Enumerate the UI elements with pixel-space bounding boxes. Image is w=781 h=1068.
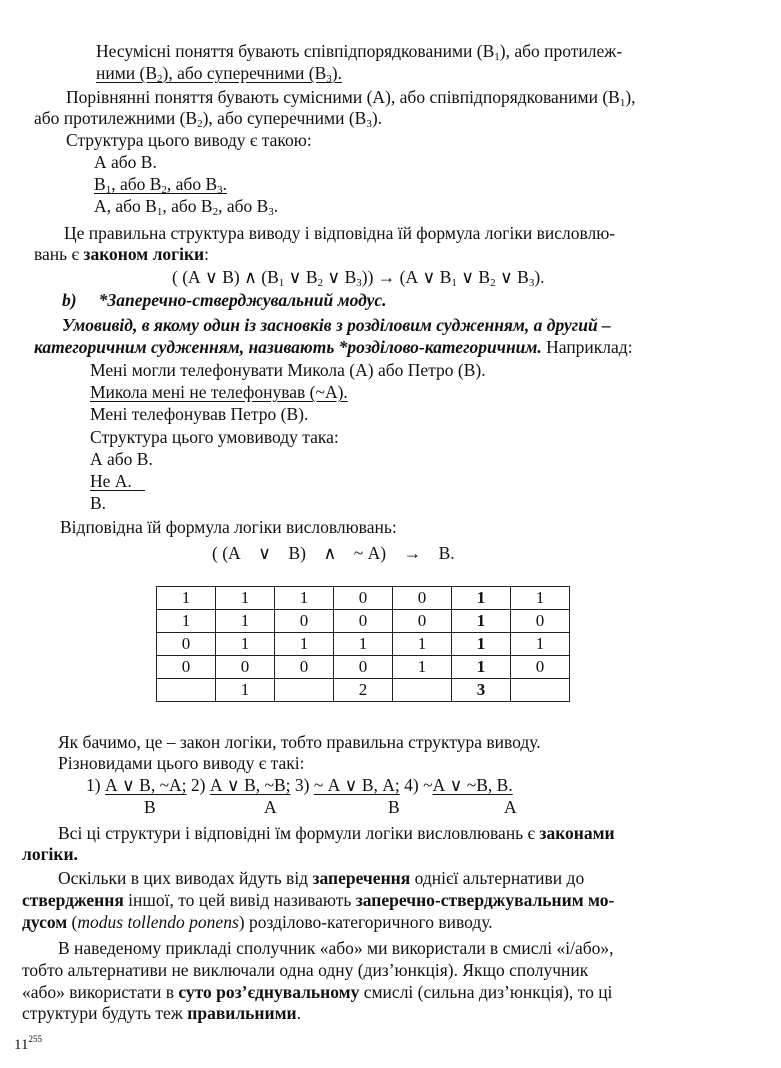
table-cell: 3 [452,679,511,702]
text-line: Структура цього умовиводу така: [90,427,339,447]
text-line: Відповідна їй формула логіки висловлювань: [60,517,397,537]
table-cell [157,679,216,702]
text-line: $В_1$, або $В_2$, або $В_3$. [94,174,227,196]
table-cell: 1 [157,610,216,633]
table-cell [275,679,334,702]
conclusion-3: В [388,797,400,817]
table-cell: 1 [511,587,570,610]
table-cell: 1 [452,633,511,656]
table-row [157,679,570,702]
truth-table [156,586,570,702]
table-cell: 0 [393,587,452,610]
text-line: А або В. [94,152,157,172]
text-line: Оскільки в цих виводах йдуть від заперечення однієї альтернативи до [58,868,585,888]
text-line: Умовивід, в якому один із засновків з розділовим судженням, а другий – [62,315,611,335]
table-cell: 0 [157,633,216,656]
text-line: В. [90,493,107,513]
table-cell: 0 [393,610,452,633]
section-heading: b) *Заперечно-стверджувальний модус. [62,290,387,310]
text-line: Не А. [90,471,132,491]
table-cell: 0 [334,656,393,679]
text-line: Мені могли телефонувати Микола (А) або Петро (В). [90,360,486,380]
table-cell: 0 [511,656,570,679]
conclusion-4: А [504,797,517,817]
text-line: тобто альтернативи не виключали одна одну (диз’юнкція). Якщо сполучник [22,960,589,980]
formula: ( (А ∨ В) ∧ ~ А) → В. [212,543,455,563]
table-cell: 1 [216,633,275,656]
text-line: логіки. [22,844,78,864]
text-line: Микола мені не телефонував (~А). [90,382,348,402]
table-cell: 0 [511,610,570,633]
text-line: Порівнянні поняття бувають сумісними (А), або співпідпорядкованими $(В_1)$, [66,87,636,109]
table-cell: 1 [275,633,334,656]
text-line: Це правильна структура виводу і відповідна їй формула логіки висловлю- [64,223,616,243]
conclusion-1: В [144,797,156,817]
table-row [157,633,570,656]
text-line: «або» використати в суто роз’єднувальному смислі (сильна диз’юнкція), то ці [22,982,613,1002]
table-cell: 1 [334,633,393,656]
text-line: Несумісні поняття бувають співпідпорядкованими $(В_1)$, або протилеж- [96,41,623,63]
table-cell: 1 [275,587,334,610]
text-line: Як бачимо, це – закон логіки, тобто правильна структура виводу. [58,732,541,752]
variants-line: 1) А ∨ В, ~А; 2) А ∨ В, ~В; 3) ~ А ∨ В, А; 4) ~А ∨ ~В, В. [86,775,513,795]
conclusion-2: А [264,797,277,817]
table-cell: 1 [216,587,275,610]
text-line: Різновидами цього виводу є такі: [58,753,305,773]
table-cell: 1 [157,587,216,610]
text-line: вань є законом логіки: [34,244,210,264]
table-cell: 1 [393,633,452,656]
table-cell: 1 [216,610,275,633]
text-line: дусом (modus tollendo ponens) розділово-категоричного виводу. [22,912,493,932]
table-cell: 0 [216,656,275,679]
page-number: $11^{255}$ [14,1034,42,1053]
table-cell [393,679,452,702]
table-cell: 2 [334,679,393,702]
text-line: А або В. [90,449,153,469]
text-line: Мені телефонував Петро (В). [90,404,309,424]
table-row [157,587,570,610]
table-row [157,656,570,679]
text-line: Всі ці структури і відповідні їм формули логіки висловлювань є законами [58,823,615,843]
table-cell: 1 [393,656,452,679]
text-line: або протилежними $(В_2)$, або суперечними $(В_3)$. [34,108,383,130]
table-cell: 0 [334,610,393,633]
text-line: структури будуть теж правильними. [22,1003,301,1023]
formula: ( (А ∨ В) ∧ ($В_1$ ∨ $В_2$ ∨ $В_3)) \to (А$ ∨ $В_1$ ∨ $В_2$ ∨ $В_3$). [172,267,545,289]
table-cell: 1 [452,610,511,633]
table-cell: 1 [216,679,275,702]
table-cell: 1 [452,587,511,610]
text-line: В наведеному прикладі сполучник «або» ми використали в смислі «і/або», [58,938,614,958]
text-line: категоричним судженням, називають *розділово-категоричним. Наприклад: [34,337,633,357]
table-cell: 1 [452,656,511,679]
table-row [157,610,570,633]
table-cell: 0 [334,587,393,610]
table-cell [511,679,570,702]
table-cell: 0 [275,656,334,679]
text-line: ствердження іншої, то цей вивід називають заперечно-стверджувальним мо- [22,890,615,910]
table-cell: 0 [275,610,334,633]
text-line: Структура цього виводу є такою: [66,130,312,150]
text-line: ними $(В_2)$, або суперечними $(В_3)$. [96,63,342,85]
table-cell: 0 [157,656,216,679]
text-line: А, або $В_1$, або $В_2$, або $В_3$. [94,196,279,218]
table-cell: 1 [511,633,570,656]
